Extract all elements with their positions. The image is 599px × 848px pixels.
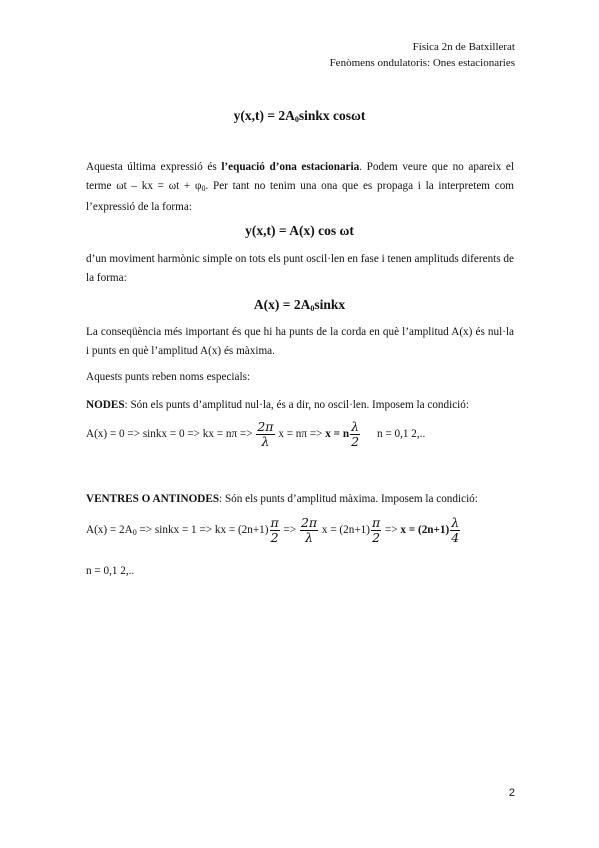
nodes-label: NODES [86,399,125,411]
antinodes-definition: VENTRES O ANTINODES: Són els punts d’amplitud màxima. Imposem la condició: [86,493,478,505]
fraction-two-pi-over-lambda: $\frac{2\pi}{\lambda}$ [300,515,318,545]
fraction-lambda-over-two: $\frac{\lambda}{2}$ [351,419,360,449]
paragraph-standing-wave: Aquesta última expressió és l’equació d’ona estacionaria. Podem veure que no apareix el terme ωt – kx = $\omega t + \varphi_0$. Per tant no tenim una ona que es propaga i la interpretem com l’expressió de la forma: [86,161,514,213]
fraction-pi-over-two: $\frac{\pi}{2}$ [371,515,381,545]
fraction-two-pi-over-lambda: $\frac{2\pi}{\lambda}$ [257,419,274,449]
harmonic-equation: y(x,t) = A(x) cos ωt [245,223,354,238]
amplitude-equation: $A(x) = 2A_0sinkx$ [253,297,346,313]
paragraph-harmonic: d’un moviment harmònic simple on tots els punt oscil·len en fase i tenen amplituds diferents de la forma: [86,253,514,284]
paragraph-consequence: La conseqüència més important és que hi ha punts de la corda en què l’amplitud A(x) és nul·la i punts en què l’amplitud A(x) és màxima. [86,326,514,357]
nodes-definition: NODES: Són els punts d’amplitud nul·la, és a dir, no oscil·len. Imposem la condició: [86,399,469,411]
paragraph-special-points: Aquests punts reben noms especials: [86,371,251,383]
page-number: 2 [508,787,515,799]
antinodes-n-values: n = 0,1 2,.. [86,565,135,577]
header-subject: Física 2n de Batxillerat [412,41,515,53]
bold-term: l’equació d’ona estacionaria [221,161,360,173]
antinodes-condition: $A(x) = 2A_0$ => sinkx = 1 => kx = (2n+1) $\frac{\pi}{2}$ => $\frac{2\pi}{\lambda}$ x = (2n+1) $\frac{\pi}{2}$ => x = (2n+1) $\frac{\lambda}{4}$ [86,515,460,545]
antinodes-label: VENTRES O ANTINODES [86,493,220,505]
nodes-condition: A(x) = 0 => sinkx = 0 => kx = nπ => $\frac{2\pi}{\lambda}$ x = nπ => x = n $\frac{\lambda}{2}$ n = 0,1 2,.. [86,419,426,449]
fraction-lambda-over-four: $\frac{\lambda}{4}$ [451,515,460,545]
header-topic: Fenòmens ondulatoris: Ones estacionaries [329,57,515,69]
nodes-n-values: n = 0,1 2,.. [377,428,426,441]
standing-wave-equation: $y(x,t) = 2A_0sinkx$ cosωt [233,108,366,124]
fraction-pi-over-two: $\frac{\pi}{2}$ [270,515,279,545]
